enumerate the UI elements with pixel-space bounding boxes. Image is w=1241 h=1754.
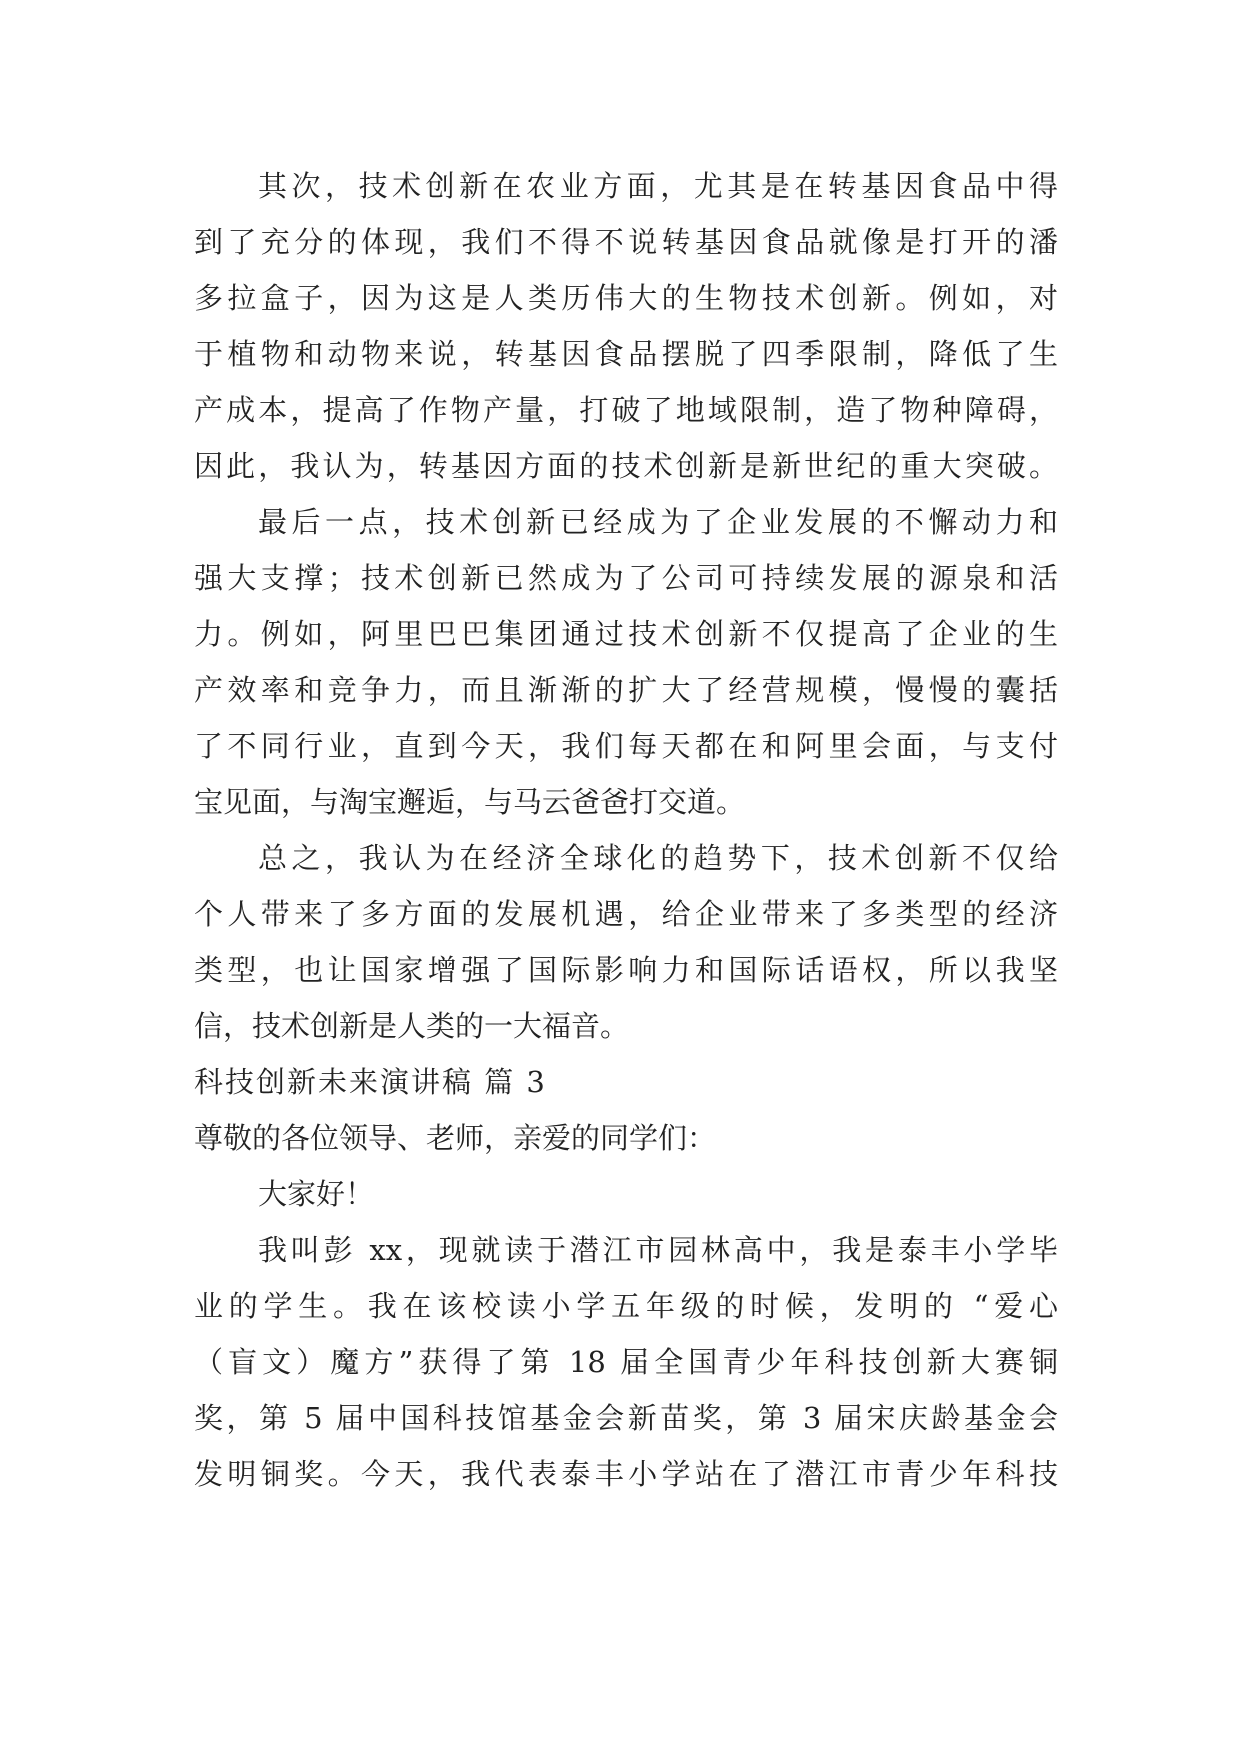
paragraph-line: 总之，我认为在经济全球化的趋势下，技术创新不仅给 <box>258 841 1058 875</box>
paragraph-line: 了不同行业，直到今天，我们每天都在和阿里会面，与支付 <box>194 729 1058 763</box>
paragraph-line: 产效率和竞争力，而且渐渐的扩大了经营规模，慢慢的囊括 <box>194 673 1058 707</box>
paragraph-line: 力。例如，阿里巴巴集团通过技术创新不仅提高了企业的生 <box>194 617 1058 651</box>
paragraph-line: 其次，技术创新在农业方面，尤其是在转基因食品中得 <box>258 169 1058 203</box>
paragraph-line: 发明铜奖。今天，我代表泰丰小学站在了潜江市青少年科技 <box>194 1457 1058 1491</box>
paragraph-line: 多拉盒子，因为这是人类历伟大的生物技术创新。例如，对 <box>194 281 1058 315</box>
paragraph-line: 类型，也让国家增强了国际影响力和国际话语权，所以我坚 <box>194 953 1058 987</box>
paragraph-line: 我叫彭 xx，现就读于潜江市园林高中，我是泰丰小学毕 <box>258 1233 1058 1267</box>
document-body <box>194 158 1058 1502</box>
paragraph-line: 最后一点，技术创新已经成为了企业发展的不懈动力和 <box>258 505 1058 539</box>
paragraph-line: 宝见面，与淘宝邂逅，与马云爸爸打交道。 <box>194 785 746 819</box>
salutation: 尊敬的各位领导、老师，亲爱的同学们： <box>194 1121 717 1155</box>
paragraph-line: 信，技术创新是人类的一大福音。 <box>194 1009 630 1043</box>
paragraph-enterprise <box>194 494 1058 830</box>
paragraph-line: 奖，第 5 届中国科技馆基金会新苗奖，第 3 届宋庆龄基金会 <box>194 1401 1058 1435</box>
paragraph-introduction <box>194 1222 1058 1502</box>
greeting: 大家好！ <box>258 1177 375 1211</box>
paragraph-line: 业的学生。我在该校读小学五年级的时候，发明的 “爱心 <box>194 1289 1058 1323</box>
paragraph-conclusion <box>194 830 1058 1054</box>
section-title: 科技创新未来演讲稿 篇 3 <box>194 1065 547 1099</box>
paragraph-agriculture <box>194 158 1058 494</box>
paragraph-line: 强大支撑；技术创新已然成为了公司可持续发展的源泉和活 <box>194 561 1058 595</box>
paragraph-line: 产成本，提高了作物产量，打破了地域限制，造了物种障碍， <box>194 393 1058 427</box>
paragraph-line: 因此，我认为，转基因方面的技术创新是新世纪的重大突破。 <box>194 449 1058 483</box>
paragraph-line: 到了充分的体现，我们不得不说转基因食品就像是打开的潘 <box>194 225 1058 259</box>
paragraph-line: 个人带来了多方面的发展机遇，给企业带来了多类型的经济 <box>194 897 1058 931</box>
paragraph-line: 于植物和动物来说，转基因食品摆脱了四季限制，降低了生 <box>194 337 1058 371</box>
paragraph-line: （盲文）魔方”获得了第 18 届全国青少年科技创新大赛铜 <box>194 1345 1058 1379</box>
